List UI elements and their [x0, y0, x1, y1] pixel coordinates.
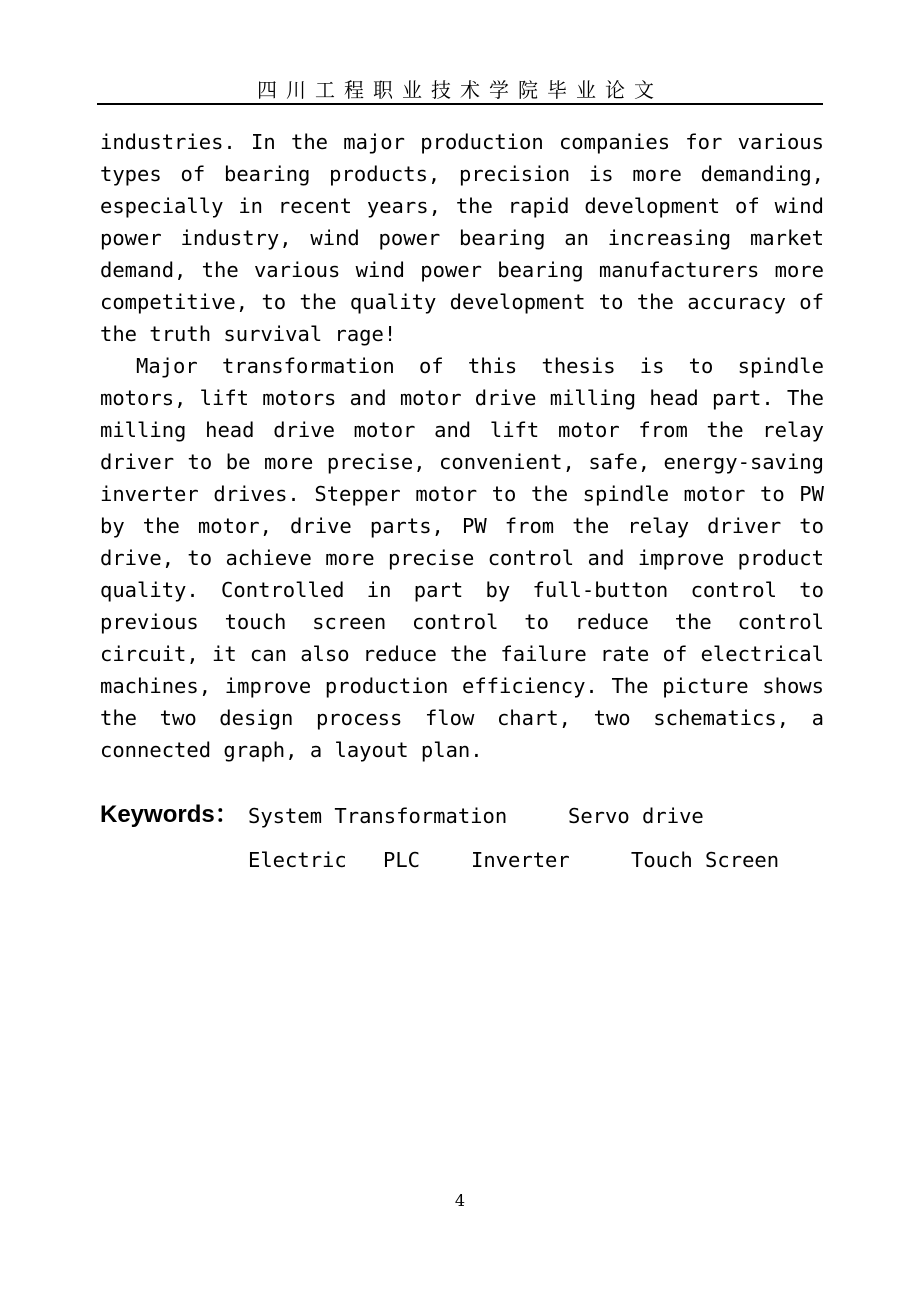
keyword-item: Touch Screen	[631, 848, 780, 872]
keyword-item: Servo drive	[568, 804, 704, 828]
keyword-item: System Transformation	[248, 804, 508, 828]
header-divider	[97, 103, 823, 105]
keywords-label: Keywords：	[100, 801, 239, 828]
abstract-paragraph-2: Major transformation of this thesis is to spindle motors, lift motors and motor drive milling head part. The milling head drive motor and lift motor from the relay driver to be more precise, convenient, safe, energy-saving inverter drives. Stepper motor to the spindle motor to PW by the motor, drive parts, PW from the relay driver to drive, to achieve more precise control and improve product quality. Controlled in part by full-button control to previous touch screen control to reduce the control circuit, it can also reduce the failure rate of electrical machines, improve production efficiency. The picture shows the two design process flow chart, two schematics, a connected graph, a layout plan.	[100, 354, 824, 762]
abstract-paragraph-1: industries. In the major production companies for various types of bearing products, precision is more demanding, especially in recent years, the rapid development of wind power industry, wind power bearing an increasing market demand, the various wind power bearing manufacturers more competitive, to the quality development to the accuracy of the truth survival rage!	[100, 130, 824, 346]
keyword-item: PLC	[383, 848, 421, 872]
keyword-item: Electric	[248, 848, 347, 872]
running-header-title: 四川工程职业技术学院毕业论文	[257, 78, 663, 102]
page-number: 4	[454, 1191, 466, 1210]
keyword-item: Inverter	[471, 848, 570, 872]
abstract-body	[100, 126, 824, 766]
